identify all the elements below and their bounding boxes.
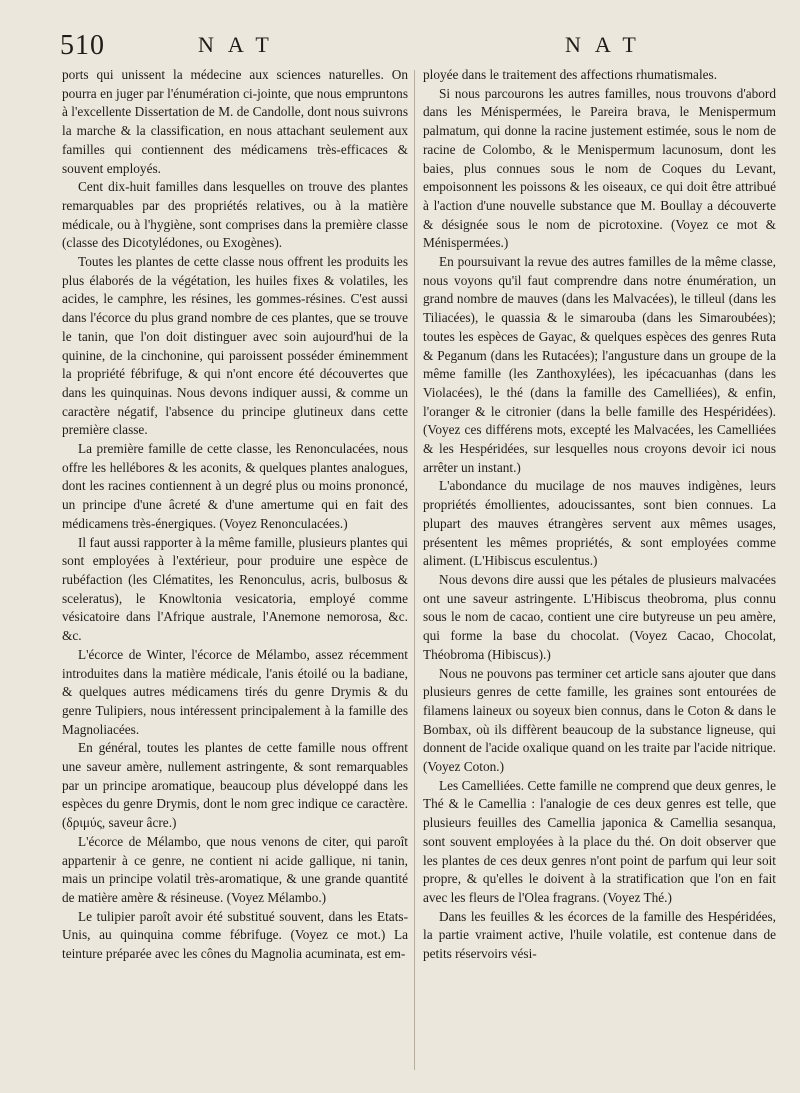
paragraph: Dans les feuilles & les écorces de la famille des Hespéridées, la partie vraiment active, l'huile volatile, est contenue dans de petits réservoirs vési-: [423, 908, 776, 962]
paragraph: L'abondance du mucilage de nos mauves indigènes, leurs propriétés émollientes, adoucissantes, sont bien connues. La plupart des mauves étrangères servent aux mêmes usages, présentent les mêmes propriétés, & sont employées comme aliment. (L'Hibiscus esculentus.): [423, 478, 776, 569]
paragraph: En général, toutes les plantes de cette famille nous offrent une saveur amère, nullement astringente, & sont remarquables par un principe aromatique, beaucoup plus développé dans les espèces du genre Drymis, dont le nom grec indique ce caractère. (δριμύς, saveur âcre.): [62, 740, 408, 831]
paragraph: Si nous parcourons les autres familles, nous trouvons d'abord dans les Ménispermées, le Pareira brava, le Menispermum palmatum, qui donne la racine justement estimée, sous le nom de racine de Colombo, & le Menispermum lacunosum, dont les baies, plus connues sous le nom de Coques du Levant, empoisonnent les poissons & les oiseaux, ce qui doit être attribué à l'action d'une nouvelle substance que M. Boullay a découverte & désignée sous le nom de picrotoxine. (Voyez ce mot & Ménispermées.): [423, 85, 776, 251]
paragraph: L'écorce de Mélambo, que nous venons de citer, qui paroît appartenir à ce genre, ne contient ni acide gallique, ni tanin, mais un principe volatil très-aromatique, & une grande quantité de matière amère & résineuse. (Voyez Mélambo.): [62, 833, 408, 905]
left-column: [62, 66, 408, 964]
paragraph: Il faut aussi rapporter à la même famille, plusieurs plantes qui sont employées à l'extérieur, pour produire une espèce de rubéfaction (les Clématites, les Renonculus, acris, bulbosus & sceleratus), le Knowltonia vesicatoria, employé comme vésicatoire dans l'Afrique australe, l'Anemone nemorosa, &c. &c.: [62, 534, 408, 644]
paragraph: Toutes les plantes de cette classe nous offrent les produits les plus élaborés de la végétation, les huiles fixes & volatiles, les acides, le camphre, les résines, les gommes-résines. C'est aussi dans l'écorce du plus grand nombre de ces plantes, que se trouve le tanin, que l'on doit distinguer avec soin aujourd'hui de la quinine, de la cinchonine, qui paroissent posséder éminemment la propriété fébrifuge, & qui n'ont encore été découvertes que dans les quinquinas. Nous devons indiquer aussi, & comme un caractère négatif, l'absence du principe glutineux dans cette première classe.: [62, 254, 408, 438]
paragraph: Cent dix-huit familles dans lesquelles on trouve des plantes remarquables par des propriétés relatives, ou à la matière médicale, ou à l'hygiène, sont comprises dans la première classe (classe des Dicotylédones, ou Exogènes).: [62, 179, 408, 251]
right-column: [423, 66, 776, 964]
paragraph: En poursuivant la revue des autres familles de la même classe, nous voyons qu'il faut comprendre dans notre énumération, un grand nombre de mauves (dans les Malvacées), le tilleul (dans les Tiliacées), le quassia & le simarouba (dans les Simaroubées); toutes les espèces de Gayac, & quelques espèces des genres Ruta & Peganum (dans les Rutacées); l'angusture dans un groupe de la même famille (les Zanthoxylées), les ipécacuanhas (dans les Violacées), le thé (dans la famille des Camelliées), & enfin, l'oranger & le citronier (dans la belle famille des Hespéridées). (Voyez ces différens mots, excepté les Malvacées, les Camelliées & les Hespéridées, sur lesquelles nous croyons devoir ici nous arrêter un instant.): [423, 254, 776, 475]
column-divider: [414, 70, 415, 1070]
paragraph: ports qui unissent la médecine aux sciences naturelles. On pourra en juger par l'énumération ci-jointe, que nous empruntons à l'excellente Dissertation de M. de Candolle, dont nous suivrons la marche & la classification, en nous attachant seulement aux familles qui contiennent des médicamens très-efficaces & souvent employés.: [62, 67, 408, 176]
paragraph: Nous devons dire aussi que les pétales de plusieurs malvacées ont une saveur astringente. L'Hibiscus theobroma, plus connu sous le nom de cacao, contient une cire butyreuse un peu amère, qui forme la base du chocolat. (Voyez Cacao, Chocolat, Théobroma (Hibiscus).): [423, 571, 776, 662]
paragraph: ployée dans le traitement des affections rhumatismales.: [423, 67, 718, 82]
paragraph: Nous ne pouvons pas terminer cet article sans ajouter que dans plusieurs genres de cette famille, les graines sont entourées de filamens laineux ou soyeux bien connus, dans le Coton & dans le Bombax, où ils diffèrent beaucoup de la substance ligneuse, qui donnent de l'acide oxalique quand on les traite par l'acide nitrique. (Voyez Coton.): [423, 665, 776, 775]
paragraph: Les Camelliées. Cette famille ne comprend que deux genres, le Thé & le Camellia : l'analogie de ces deux genres est telle, que plusieurs feuilles des Camellia japonica & Camellia sesanqua, sont souvent employées à la place du thé. On doit observer que les plantes de ces deux genres n'ont point de parfum qui leur soit propre, & qu'elles le doivent à la stratification que l'on en fait avec les fleurs de l'Olea fragrans. (Voyez Thé.): [423, 777, 776, 905]
paragraph: La première famille de cette classe, les Renonculacées, nous offre les hellébores & les aconits, & quelques plantes analogues, dont les racines contiennent à un degré plus ou moins prononcé, un principe d'une âcreté & d'une amertume qui en fait des médicamens très-énergiques. (Voyez Renonculacées.): [62, 441, 408, 531]
paragraph: Le tulipier paroît avoir été substitué souvent, dans les Etats-Unis, au quinquina comme fébrifuge. (Voyez ce mot.) La teinture préparée avec les cônes du Magnolia acuminata, est em-: [62, 908, 408, 962]
paragraph: L'écorce de Winter, l'écorce de Mélambo, assez récemment introduites dans la matière médicale, l'anis étoilé ou la badiane, & quelques autres médicamens tirés du genre Drymis & du genre Tulipiers, nous intéressent principalement à la famille des Magnoliacées.: [62, 646, 408, 737]
page-number: 510: [60, 30, 105, 61]
running-head-left: NAT: [198, 32, 283, 57]
page-header: [0, 30, 800, 62]
running-head-right: NAT: [565, 32, 650, 57]
